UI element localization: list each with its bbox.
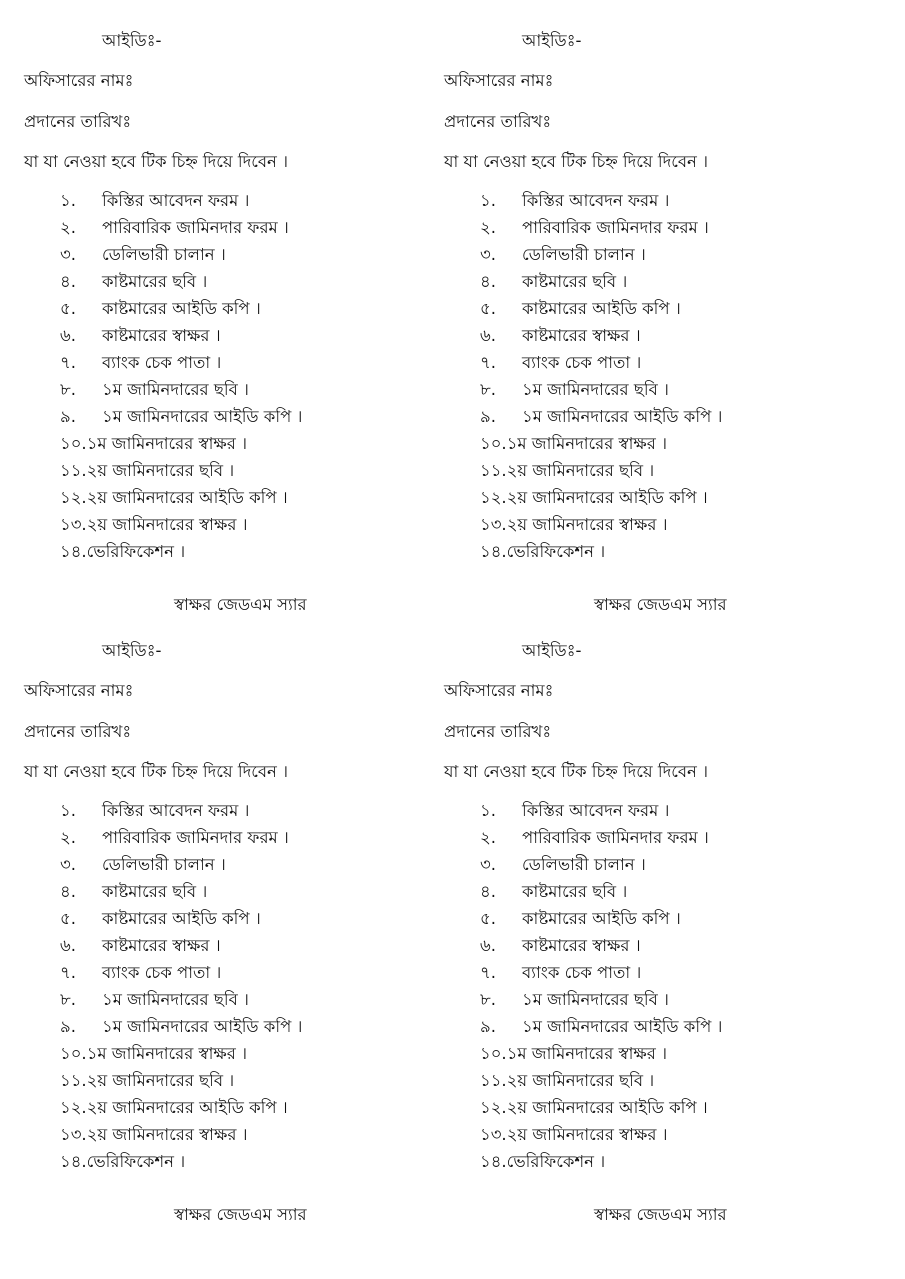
signature-line: স্বাক্ষর জেডএম স্যার xyxy=(174,1205,307,1224)
item-text: ২য় জামিনদারের ছবি । xyxy=(86,1071,235,1090)
checklist-item xyxy=(480,514,722,541)
checklist-item xyxy=(60,352,302,379)
item-text: ২য় জামিনদারের আইডি কপি । xyxy=(86,488,288,507)
item-text: ব্যাংক চেক পাতা । xyxy=(522,963,642,982)
item-number: ১২. xyxy=(480,1098,507,1117)
item-number: ৫. xyxy=(60,909,76,928)
item-number: ১১. xyxy=(480,1071,507,1090)
id-label: আইডিঃ- xyxy=(522,641,582,660)
item-text: ২য় জামিনদারের ছবি । xyxy=(86,461,235,480)
checklist-item xyxy=(60,217,302,244)
item-text: ২য় জামিনদারের আইডি কপি । xyxy=(86,1098,288,1117)
item-number: ১২. xyxy=(60,488,87,507)
item-text: ২য় জামিনদারের স্বাক্ষর । xyxy=(86,1125,248,1144)
item-text: ২য় জামিনদারের ছবি । xyxy=(506,1071,655,1090)
instruction-text: যা যা নেওয়া হবে টিক চিহ্ন দিয়ে দিবেন । xyxy=(24,762,289,781)
checklist xyxy=(480,800,722,1178)
id-label: আইডিঃ- xyxy=(522,31,582,50)
checklist-form-top-left xyxy=(24,28,449,633)
checklist-item xyxy=(480,433,722,460)
item-number: ১০. xyxy=(60,434,87,453)
checklist-item xyxy=(480,1016,722,1043)
item-text: ২য় জামিনদারের ছবি । xyxy=(506,461,655,480)
item-text: ২য় জামিনদারের স্বাক্ষর । xyxy=(506,515,668,534)
checklist-item xyxy=(480,989,722,1016)
id-label: আইডিঃ- xyxy=(102,641,162,660)
checklist-form-bottom-right xyxy=(444,638,869,1243)
item-number: ৬. xyxy=(60,326,76,345)
checklist-item xyxy=(60,854,302,881)
item-text: ১ম জামিনদারের স্বাক্ষর । xyxy=(86,434,247,453)
item-text: কাষ্টমারের ছবি । xyxy=(522,882,628,901)
item-number: ৬. xyxy=(480,326,496,345)
checklist-item xyxy=(480,379,722,406)
item-text: কিস্তির আবেদন ফরম । xyxy=(102,191,250,210)
checklist-item xyxy=(60,325,302,352)
item-text: ডেলিভারী চালান । xyxy=(522,245,646,264)
checklist-item xyxy=(480,325,722,352)
item-text: ভেরিফিকেশন । xyxy=(86,1152,186,1171)
checklist-item xyxy=(60,881,302,908)
checklist-item xyxy=(480,460,722,487)
item-text: কাষ্টমারের স্বাক্ষর । xyxy=(522,326,641,345)
item-number: ৩. xyxy=(480,245,496,264)
checklist-item xyxy=(60,908,302,935)
item-number: ১৩. xyxy=(60,1125,87,1144)
item-text: কাষ্টমারের আইডি কপি । xyxy=(522,909,681,928)
item-number: ১০. xyxy=(480,434,507,453)
checklist xyxy=(480,190,722,568)
item-number: ৬. xyxy=(480,936,496,955)
item-number: ১৪. xyxy=(480,542,507,561)
item-text: কিস্তির আবেদন ফরম । xyxy=(522,191,670,210)
checklist-item xyxy=(480,1124,722,1151)
issue-date-label: প্রদানের তারিখঃ xyxy=(24,722,132,741)
checklist-form-top-right xyxy=(444,28,869,633)
item-text: কিস্তির আবেদন ফরম । xyxy=(522,801,670,820)
item-text: ভেরিফিকেশন । xyxy=(506,1152,606,1171)
checklist-item xyxy=(480,908,722,935)
item-number: ২. xyxy=(480,828,496,847)
item-text: ডেলিভারী চালান । xyxy=(102,245,226,264)
item-text: ডেলিভারী চালান । xyxy=(102,855,226,874)
checklist-item xyxy=(60,1097,302,1124)
item-number: ৭. xyxy=(480,353,496,372)
checklist-item xyxy=(480,800,722,827)
issue-date-label: প্রদানের তারিখঃ xyxy=(444,722,552,741)
item-text: ১ম জামিনদারের ছবি । xyxy=(102,990,249,1009)
item-number: ৬. xyxy=(60,936,76,955)
checklist-item xyxy=(480,271,722,298)
checklist-form-bottom-left xyxy=(24,638,449,1243)
item-text: পারিবারিক জামিনদার ফরম । xyxy=(102,828,289,847)
item-number: ৮. xyxy=(480,990,496,1009)
checklist-item xyxy=(480,1043,722,1070)
item-number: ১১. xyxy=(60,461,87,480)
checklist-item xyxy=(60,487,302,514)
item-number: ১৪. xyxy=(60,542,87,561)
item-number: ৯. xyxy=(480,1017,496,1036)
item-number: ৭. xyxy=(60,353,76,372)
item-text: পারিবারিক জামিনদার ফরম । xyxy=(102,218,289,237)
item-number: ২. xyxy=(60,218,76,237)
item-text: ২য় জামিনদারের স্বাক্ষর । xyxy=(86,515,248,534)
item-number: ৭. xyxy=(480,963,496,982)
checklist-item xyxy=(480,298,722,325)
checklist-item xyxy=(60,1070,302,1097)
item-number: ৮. xyxy=(60,380,76,399)
checklist-item xyxy=(60,190,302,217)
id-label: আইডিঃ- xyxy=(102,31,162,50)
item-number: ১১. xyxy=(480,461,507,480)
checklist-item xyxy=(60,298,302,325)
officer-name-label: অফিসারের নামঃ xyxy=(444,681,554,700)
item-number: ২. xyxy=(60,828,76,847)
item-text: কাষ্টমারের আইডি কপি । xyxy=(102,909,261,928)
item-number: ৩. xyxy=(60,245,76,264)
checklist-item xyxy=(480,881,722,908)
item-text: ব্যাংক চেক পাতা । xyxy=(102,353,222,372)
item-number: ১. xyxy=(60,801,76,820)
item-text: ব্যাংক চেক পাতা । xyxy=(102,963,222,982)
checklist-item xyxy=(60,379,302,406)
item-number: ১৪. xyxy=(60,1152,87,1171)
item-text: কাষ্টমারের স্বাক্ষর । xyxy=(102,326,221,345)
item-number: ১০. xyxy=(60,1044,87,1063)
checklist-item xyxy=(480,406,722,433)
checklist-item xyxy=(480,352,722,379)
checklist-item xyxy=(480,854,722,881)
item-text: ১ম জামিনদারের স্বাক্ষর । xyxy=(506,434,667,453)
item-number: ১০. xyxy=(480,1044,507,1063)
issue-date-label: প্রদানের তারিখঃ xyxy=(444,112,552,131)
item-text: কাষ্টমারের ছবি । xyxy=(522,272,628,291)
checklist-item xyxy=(480,827,722,854)
item-number: ৩. xyxy=(480,855,496,874)
checklist-item xyxy=(480,935,722,962)
checklist xyxy=(60,190,302,568)
checklist-item xyxy=(60,433,302,460)
item-number: ১. xyxy=(60,191,76,210)
item-number: ১২. xyxy=(60,1098,87,1117)
item-text: ২য় জামিনদারের স্বাক্ষর । xyxy=(506,1125,668,1144)
item-number: ১১. xyxy=(60,1071,87,1090)
checklist-item xyxy=(480,217,722,244)
checklist-item xyxy=(60,1043,302,1070)
item-text: কাষ্টমারের স্বাক্ষর । xyxy=(522,936,641,955)
item-text: ১ম জামিনদারের ছবি । xyxy=(102,380,249,399)
item-text: কাষ্টমারের আইডি কপি । xyxy=(522,299,681,318)
signature-line: স্বাক্ষর জেডএম স্যার xyxy=(594,1205,727,1224)
item-text: ১ম জামিনদারের আইডি কপি । xyxy=(522,407,723,426)
instruction-text: যা যা নেওয়া হবে টিক চিহ্ন দিয়ে দিবেন । xyxy=(444,762,709,781)
item-text: ২য় জামিনদারের আইডি কপি । xyxy=(506,1098,708,1117)
item-text: ডেলিভারী চালান । xyxy=(522,855,646,874)
checklist-item xyxy=(60,1151,302,1178)
item-text: ব্যাংক চেক পাতা । xyxy=(522,353,642,372)
item-text: কাষ্টমারের ছবি । xyxy=(102,882,208,901)
checklist-item xyxy=(480,1097,722,1124)
checklist-item xyxy=(480,487,722,514)
item-number: ৯. xyxy=(60,1017,76,1036)
item-text: ১ম জামিনদারের ছবি । xyxy=(522,380,669,399)
officer-name-label: অফিসারের নামঃ xyxy=(24,71,134,90)
item-text: কাষ্টমারের স্বাক্ষর । xyxy=(102,936,221,955)
item-text: কিস্তির আবেদন ফরম । xyxy=(102,801,250,820)
signature-line: স্বাক্ষর জেডএম স্যার xyxy=(594,595,727,614)
item-number: ৮. xyxy=(60,990,76,1009)
checklist-item xyxy=(60,989,302,1016)
item-text: ভেরিফিকেশন । xyxy=(506,542,606,561)
item-text: ২য় জামিনদারের আইডি কপি । xyxy=(506,488,708,507)
checklist-item xyxy=(60,514,302,541)
item-number: ১৩. xyxy=(60,515,87,534)
officer-name-label: অফিসারের নামঃ xyxy=(24,681,134,700)
checklist-item xyxy=(480,962,722,989)
item-text: কাষ্টমারের আইডি কপি । xyxy=(102,299,261,318)
item-number: ৯. xyxy=(480,407,496,426)
checklist-item xyxy=(480,244,722,271)
item-number: ৮. xyxy=(480,380,496,399)
checklist-item xyxy=(60,244,302,271)
item-number: ৫. xyxy=(480,299,496,318)
checklist-item xyxy=(480,541,722,568)
checklist-item xyxy=(60,460,302,487)
item-number: ৪. xyxy=(60,882,76,901)
checklist-item xyxy=(60,541,302,568)
instruction-text: যা যা নেওয়া হবে টিক চিহ্ন দিয়ে দিবেন । xyxy=(24,152,289,171)
item-text: ১ম জামিনদারের স্বাক্ষর । xyxy=(86,1044,247,1063)
checklist xyxy=(60,800,302,1178)
checklist-item xyxy=(480,1070,722,1097)
item-number: ৫. xyxy=(60,299,76,318)
checklist-item xyxy=(60,935,302,962)
item-number: ১. xyxy=(480,191,496,210)
item-number: ২. xyxy=(480,218,496,237)
item-text: ১ম জামিনদারের ছবি । xyxy=(522,990,669,1009)
item-number: ১৪. xyxy=(480,1152,507,1171)
item-text: ১ম জামিনদারের আইডি কপি । xyxy=(102,407,303,426)
item-number: ৪. xyxy=(480,272,496,291)
item-number: ১২. xyxy=(480,488,507,507)
item-number: ৯. xyxy=(60,407,76,426)
issue-date-label: প্রদানের তারিখঃ xyxy=(24,112,132,131)
item-number: ১৩. xyxy=(480,1125,507,1144)
checklist-item xyxy=(60,827,302,854)
signature-line: স্বাক্ষর জেডএম স্যার xyxy=(174,595,307,614)
item-number: ৪. xyxy=(480,882,496,901)
item-text: ১ম জামিনদারের আইডি কপি । xyxy=(102,1017,303,1036)
checklist-item xyxy=(60,1124,302,1151)
item-text: ভেরিফিকেশন । xyxy=(86,542,186,561)
item-text: পারিবারিক জামিনদার ফরম । xyxy=(522,828,709,847)
item-number: ১. xyxy=(480,801,496,820)
checklist-item xyxy=(60,800,302,827)
item-text: কাষ্টমারের ছবি । xyxy=(102,272,208,291)
checklist-item xyxy=(480,190,722,217)
item-number: ৫. xyxy=(480,909,496,928)
item-number: ১৩. xyxy=(480,515,507,534)
checklist-item xyxy=(60,1016,302,1043)
checklist-item xyxy=(60,271,302,298)
officer-name-label: অফিসারের নামঃ xyxy=(444,71,554,90)
item-number: ৪. xyxy=(60,272,76,291)
item-text: ১ম জামিনদারের আইডি কপি । xyxy=(522,1017,723,1036)
item-text: পারিবারিক জামিনদার ফরম । xyxy=(522,218,709,237)
item-number: ৭. xyxy=(60,963,76,982)
item-text: ১ম জামিনদারের স্বাক্ষর । xyxy=(506,1044,667,1063)
checklist-item xyxy=(480,1151,722,1178)
item-number: ৩. xyxy=(60,855,76,874)
checklist-item xyxy=(60,962,302,989)
checklist-item xyxy=(60,406,302,433)
instruction-text: যা যা নেওয়া হবে টিক চিহ্ন দিয়ে দিবেন । xyxy=(444,152,709,171)
